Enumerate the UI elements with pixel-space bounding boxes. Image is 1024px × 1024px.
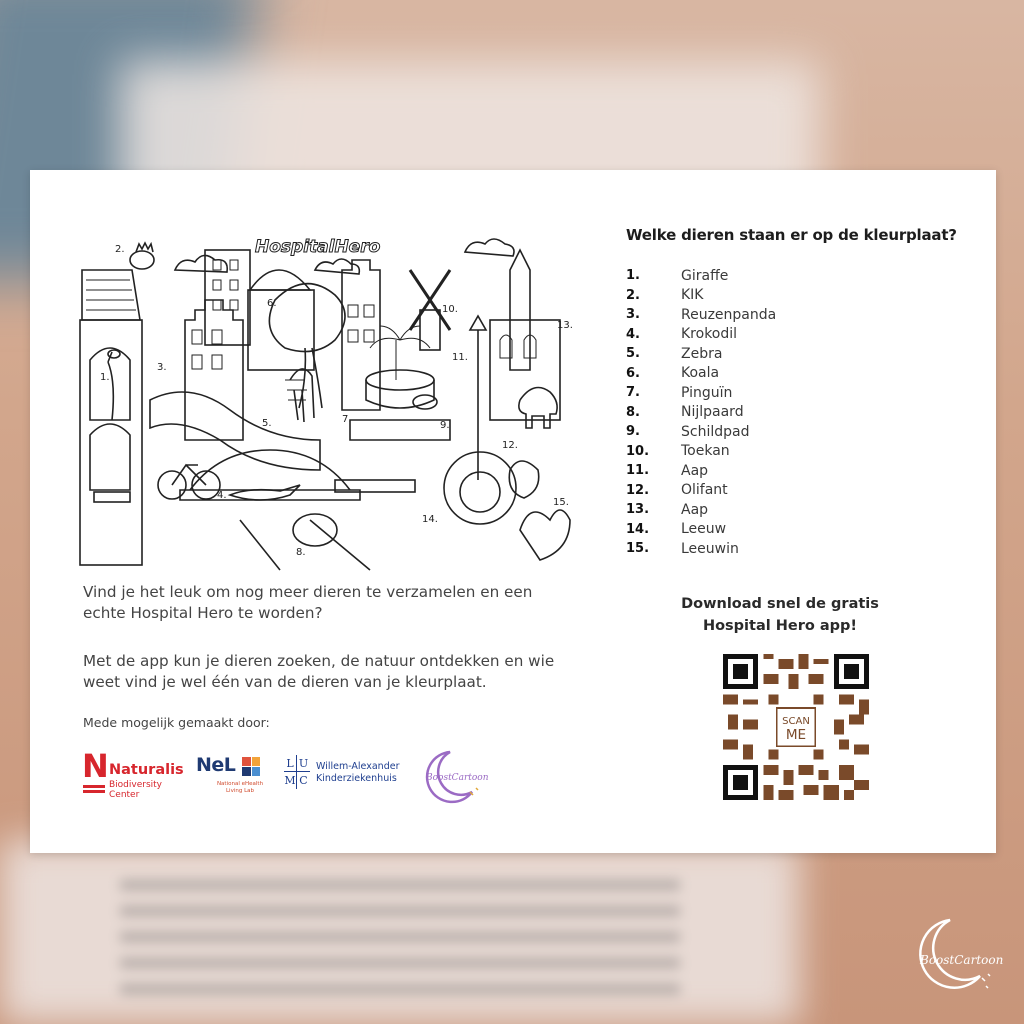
watermark-name: BoostCartoon <box>920 953 1004 967</box>
lumc-letter: M <box>284 774 296 787</box>
list-item-name: Toekan <box>681 443 730 460</box>
illustration-label-14: 14. <box>422 514 438 525</box>
list-item <box>626 266 776 286</box>
list-item-name: Nijlpaard <box>681 404 744 421</box>
naturalis-subtitle: Biodiversity Center <box>109 780 163 800</box>
list-item <box>626 520 776 540</box>
illustration-label-8: 8. <box>296 547 306 558</box>
list-item-number: 10. <box>626 443 650 459</box>
list-item-name: Koala <box>681 365 720 382</box>
list-item <box>626 442 776 462</box>
lumc-line1: Willem-Alexander <box>316 761 400 772</box>
list-item <box>626 344 776 364</box>
list-item <box>626 325 776 345</box>
illustration-label-6: 6. <box>267 298 277 309</box>
list-item <box>626 461 776 481</box>
illustration-label-13: 13. <box>557 320 573 331</box>
list-item <box>626 364 776 384</box>
illustration-label-3: 3. <box>157 362 167 373</box>
list-item <box>626 286 776 306</box>
list-item <box>626 500 776 520</box>
lumc-letter: U <box>297 755 310 772</box>
list-item <box>626 383 776 403</box>
naturalis-bars-icon <box>83 785 105 795</box>
list-item-number: 11. <box>626 463 650 479</box>
list-item-name: Giraffe <box>681 267 729 284</box>
list-item-name: Zebra <box>681 345 723 362</box>
animal-list-title: Welke dieren staan er op de kleurplaat? <box>626 226 957 244</box>
coloring-illustration <box>80 230 573 570</box>
list-item-number: 15. <box>626 541 650 557</box>
intro-paragraph: Vind je het leuk om nog meer dieren te verzamelen en een echte Hospital Hero te worden? <box>83 583 533 622</box>
boostcartoon-name: BoostCartoon <box>426 773 489 783</box>
list-item-name: KIK <box>681 287 704 304</box>
list-item-name: Pinguïn <box>681 384 733 401</box>
list-item-name: Leeuw <box>681 521 727 538</box>
list-item <box>626 481 776 501</box>
illustration-label-11: 11. <box>452 352 468 363</box>
list-item-number: 1. <box>626 268 640 284</box>
nell-subtitle: National eHealth Living Lab <box>216 781 264 794</box>
nell-logo <box>196 754 268 802</box>
illustration-label-4: 4. <box>217 490 227 501</box>
list-item-name: Schildpad <box>681 423 750 440</box>
list-item-number: 5. <box>626 346 640 362</box>
illustration-label-7: 7. <box>342 414 352 425</box>
naturalis-letter: N <box>82 747 109 785</box>
list-item <box>626 422 776 442</box>
illustration-label-2: 2. <box>115 244 125 255</box>
nell-name: NeL <box>196 754 236 776</box>
list-item-number: 4. <box>626 326 640 342</box>
list-item-number: 12. <box>626 482 650 498</box>
illustration-label-1: 1. <box>100 372 110 383</box>
lumc-letter: L <box>284 755 297 772</box>
list-item <box>626 305 776 325</box>
list-item-name: Aap <box>681 501 709 518</box>
city-zoo-drawing <box>80 230 573 570</box>
qr-scan-label: SCAN <box>782 715 810 727</box>
list-item-number: 13. <box>626 502 650 518</box>
watermark-moon-icon <box>906 914 1004 998</box>
app-paragraph: Met de app kun je dieren zoeken, de natuur ontdekken en wie weet vind je wel één van de dieren van je kleurplaat. <box>83 652 555 691</box>
credits-label: Mede mogelijk gemaakt door: <box>83 715 270 730</box>
list-item <box>626 539 776 559</box>
illustration-title: HospitalHero <box>255 237 381 257</box>
illustration-label-5: 5. <box>262 418 272 429</box>
lumc-letter: C <box>299 774 308 787</box>
lumc-line2: Kinderziekenhuis <box>316 773 397 784</box>
list-item-number: 3. <box>626 307 640 323</box>
list-item-name: Aap <box>681 462 709 479</box>
list-item-name: Leeuwin <box>681 540 739 557</box>
list-item-number: 8. <box>626 404 640 420</box>
list-item-number: 14. <box>626 521 650 537</box>
illustration-label-9: 9. <box>440 420 450 431</box>
illustration-label-12: 12. <box>502 440 518 451</box>
boostcartoon-logo <box>414 748 488 806</box>
qr-code-graphic <box>723 654 869 800</box>
qr-code[interactable] <box>723 654 869 800</box>
list-item-name: Olifant <box>681 482 728 499</box>
list-item-number: 2. <box>626 287 640 303</box>
nell-mark-icon <box>242 757 260 776</box>
coloring-sheet-card <box>30 170 996 853</box>
list-item-number: 7. <box>626 385 640 401</box>
qr-me-label: ME <box>785 727 807 744</box>
naturalis-name: Naturalis <box>109 762 184 778</box>
list-item-name: Krokodil <box>681 326 738 343</box>
list-item <box>626 403 776 423</box>
download-line2: Hospital Hero app! <box>702 618 858 634</box>
lumc-mark <box>284 755 310 789</box>
illustration-label-10: 10. <box>442 304 458 315</box>
boostcartoon-moon-icon <box>414 748 488 806</box>
lumc-logo <box>284 755 434 795</box>
list-item-number: 6. <box>626 365 640 381</box>
download-heading <box>680 593 880 637</box>
boostcartoon-watermark <box>906 914 1004 998</box>
illustration-label-15: 15. <box>553 497 569 508</box>
naturalis-logo <box>82 747 192 802</box>
background-text-blur <box>120 880 680 1000</box>
list-item-name: Reuzenpanda <box>681 306 777 323</box>
list-item-number: 9. <box>626 424 640 440</box>
animal-list <box>626 266 776 559</box>
download-line1: Download snel de gratis <box>681 596 879 612</box>
